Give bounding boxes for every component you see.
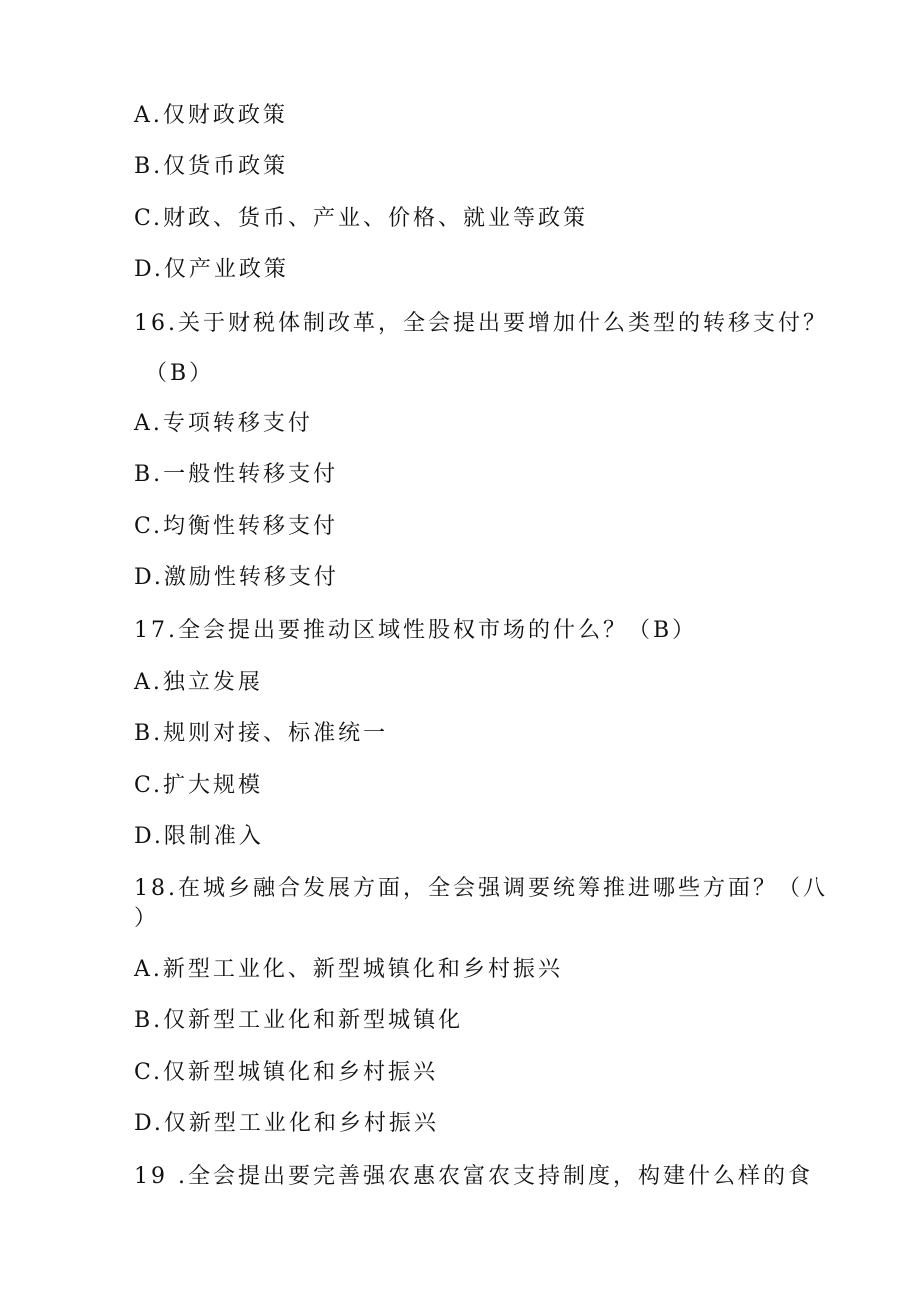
q16-option-c: C.均衡性转移支付: [134, 514, 339, 539]
q17-option-d: D.限制准入: [134, 824, 264, 849]
q15-option-d: D.仅产业政策: [134, 257, 289, 282]
q15-option-c: C.财政、货币、产业、价格、就业等政策: [134, 206, 589, 231]
question-18-answer: ）: [134, 906, 160, 931]
q15-option-a: A.仅财政政策: [134, 103, 288, 128]
q18-option-d: D.仅新型工业化和乡村振兴: [134, 1111, 439, 1136]
q17-option-c: C.扩大规模: [134, 773, 264, 798]
q16-option-a: A.专项转移支付: [134, 411, 313, 436]
question-16: 16.关于财税体制改革，全会提出要增加什么类型的转移支付？: [134, 311, 828, 336]
q18-option-c: C.仅新型城镇化和乡村振兴: [134, 1060, 439, 1085]
question-16-answer: （B）: [145, 361, 215, 386]
q16-option-b: B.一般性转移支付: [134, 462, 339, 487]
q15-option-b: B.仅货币政策: [134, 154, 289, 179]
q17-option-a: A.独立发展: [134, 670, 263, 695]
q18-option-a: A.新型工业化、新型城镇化和乡村振兴: [134, 957, 563, 982]
question-19: 19 .全会提出要完善强农惠农富农支持制度，构建什么样的食: [134, 1164, 813, 1189]
q18-option-b: B.仅新型工业化和新型城镇化: [134, 1008, 464, 1033]
q16-option-d: D.激励性转移支付: [134, 565, 339, 590]
q17-option-b: B.规则对接、标准统一: [134, 721, 389, 746]
question-18: 18.在城乡融合发展方面，全会强调要统筹推进哪些方面？（八: [134, 876, 828, 901]
question-17: 17.全会提出要推动区域性股权市场的什么？（B）: [134, 618, 698, 643]
